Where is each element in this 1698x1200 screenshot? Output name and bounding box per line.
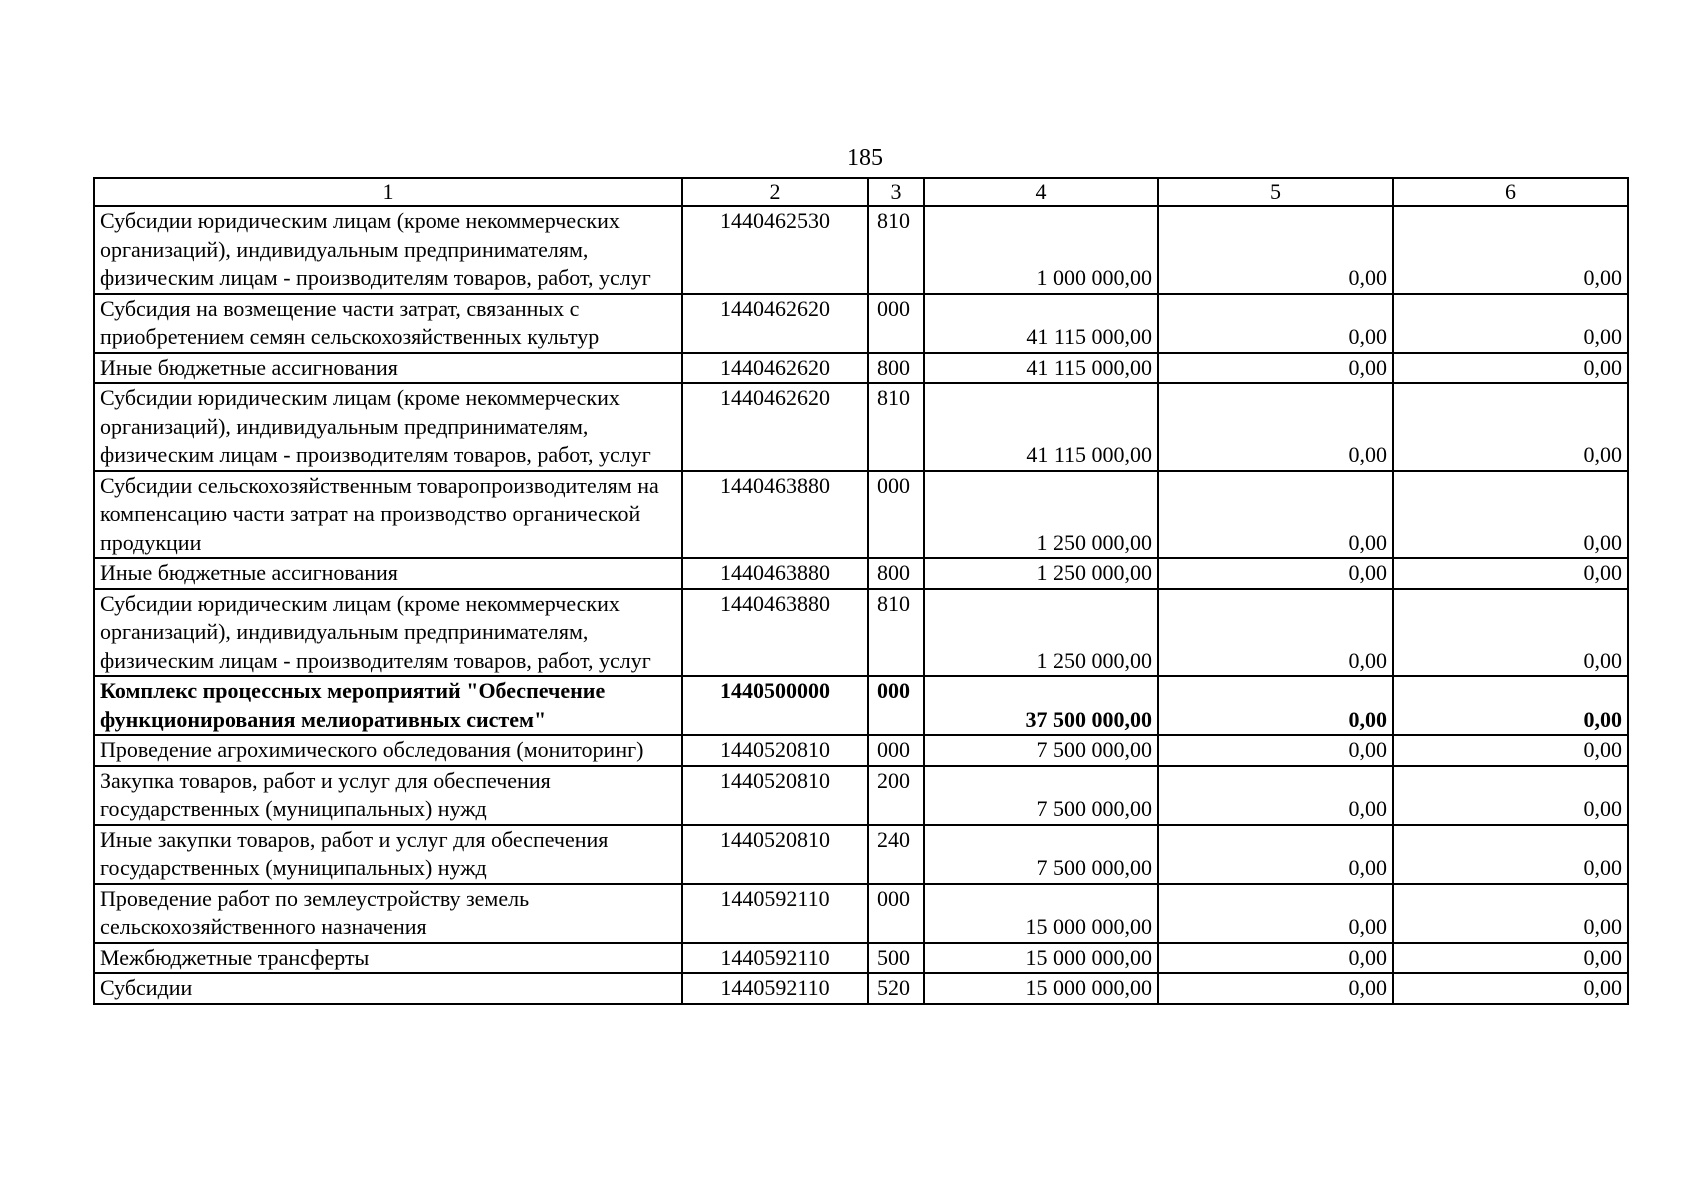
row-name-cell: Иные закупки товаров, работ и услуг для обеспечения государственных (муниципальных) нужд	[94, 825, 682, 884]
row-value-col5: 0,00	[1158, 676, 1393, 735]
row-type-cell: 800	[868, 558, 924, 589]
table-row	[94, 884, 1628, 943]
table-row	[94, 558, 1628, 589]
row-name-cell: Комплекс процессных мероприятий "Обеспечение функционирования мелиоративных систем"	[94, 676, 682, 735]
row-value-col5: 0,00	[1158, 383, 1393, 471]
row-type-cell: 810	[868, 383, 924, 471]
row-value-col5: 0,00	[1158, 589, 1393, 677]
table-row	[94, 973, 1628, 1004]
row-name-cell: Субсидии	[94, 973, 682, 1004]
row-type-cell: 000	[868, 676, 924, 735]
row-value-col5: 0,00	[1158, 353, 1393, 384]
column-header-5: 5	[1158, 178, 1393, 206]
row-value-col6: 0,00	[1393, 353, 1628, 384]
table-row	[94, 766, 1628, 825]
row-value-col4: 15 000 000,00	[924, 943, 1158, 974]
row-value-col4: 1 000 000,00	[924, 206, 1158, 294]
row-value-col4: 7 500 000,00	[924, 735, 1158, 766]
row-type-cell: 520	[868, 973, 924, 1004]
table-row	[94, 943, 1628, 974]
row-value-col5: 0,00	[1158, 735, 1393, 766]
row-code-cell: 1440463880	[682, 589, 868, 677]
row-name-cell: Субсидии юридическим лицам (кроме некоммерческих организаций), индивидуальным предпринимателям, физическим лицам - производителям товаров, работ, услуг	[94, 383, 682, 471]
row-value-col6: 0,00	[1393, 383, 1628, 471]
row-name-cell: Субсидии сельскохозяйственным товаропроизводителям на компенсацию части затрат на производство органической продукции	[94, 471, 682, 559]
row-name-cell: Межбюджетные трансферты	[94, 943, 682, 974]
row-type-cell: 500	[868, 943, 924, 974]
row-value-col4: 41 115 000,00	[924, 294, 1158, 353]
row-value-col6: 0,00	[1393, 884, 1628, 943]
table-row	[94, 353, 1628, 384]
row-type-cell: 800	[868, 353, 924, 384]
table-row	[94, 676, 1628, 735]
row-code-cell: 1440463880	[682, 558, 868, 589]
row-value-col6: 0,00	[1393, 943, 1628, 974]
row-value-col6: 0,00	[1393, 206, 1628, 294]
row-code-cell: 1440462530	[682, 206, 868, 294]
row-value-col4: 7 500 000,00	[924, 825, 1158, 884]
row-name-cell: Проведение работ по землеустройству земель сельскохозяйственного назначения	[94, 884, 682, 943]
row-value-col5: 0,00	[1158, 973, 1393, 1004]
row-code-cell: 1440520810	[682, 766, 868, 825]
row-value-col6: 0,00	[1393, 294, 1628, 353]
table-row	[94, 383, 1628, 471]
table-row	[94, 294, 1628, 353]
row-value-col5: 0,00	[1158, 884, 1393, 943]
row-value-col4: 1 250 000,00	[924, 471, 1158, 559]
column-header-2: 2	[682, 178, 868, 206]
row-type-cell: 000	[868, 471, 924, 559]
table-row	[94, 735, 1628, 766]
row-value-col4: 15 000 000,00	[924, 973, 1158, 1004]
row-type-cell: 000	[868, 735, 924, 766]
row-type-cell: 810	[868, 206, 924, 294]
row-type-cell: 200	[868, 766, 924, 825]
row-name-cell: Субсидии юридическим лицам (кроме некоммерческих организаций), индивидуальным предпринимателям, физическим лицам - производителям товаров, работ, услуг	[94, 589, 682, 677]
page-number: 185	[847, 145, 883, 171]
row-code-cell: 1440592110	[682, 943, 868, 974]
column-header-4: 4	[924, 178, 1158, 206]
column-number-row	[94, 178, 1628, 206]
row-code-cell: 1440462620	[682, 353, 868, 384]
table-row	[94, 589, 1628, 677]
column-header-3: 3	[868, 178, 924, 206]
row-code-cell: 1440500000	[682, 676, 868, 735]
row-name-cell: Проведение агрохимического обследования (мониторинг)	[94, 735, 682, 766]
row-type-cell: 000	[868, 884, 924, 943]
table-row	[94, 825, 1628, 884]
row-value-col6: 0,00	[1393, 676, 1628, 735]
row-value-col4: 37 500 000,00	[924, 676, 1158, 735]
column-header-1: 1	[94, 178, 682, 206]
row-value-col6: 0,00	[1393, 558, 1628, 589]
row-name-cell: Иные бюджетные ассигнования	[94, 558, 682, 589]
row-value-col5: 0,00	[1158, 825, 1393, 884]
budget-table	[93, 177, 1629, 1005]
row-value-col4: 41 115 000,00	[924, 353, 1158, 384]
row-code-cell: 1440463880	[682, 471, 868, 559]
row-value-col5: 0,00	[1158, 206, 1393, 294]
row-name-cell: Закупка товаров, работ и услуг для обеспечения государственных (муниципальных) нужд	[94, 766, 682, 825]
row-type-cell: 000	[868, 294, 924, 353]
row-value-col5: 0,00	[1158, 558, 1393, 589]
row-value-col4: 15 000 000,00	[924, 884, 1158, 943]
row-value-col6: 0,00	[1393, 471, 1628, 559]
row-code-cell: 1440520810	[682, 735, 868, 766]
row-name-cell: Субсидии юридическим лицам (кроме некоммерческих организаций), индивидуальным предпринимателям, физическим лицам - производителям товаров, работ, услуг	[94, 206, 682, 294]
row-code-cell: 1440520810	[682, 825, 868, 884]
row-value-col4: 1 250 000,00	[924, 589, 1158, 677]
row-value-col4: 1 250 000,00	[924, 558, 1158, 589]
row-value-col6: 0,00	[1393, 766, 1628, 825]
row-value-col5: 0,00	[1158, 766, 1393, 825]
row-value-col4: 7 500 000,00	[924, 766, 1158, 825]
row-value-col5: 0,00	[1158, 943, 1393, 974]
row-value-col6: 0,00	[1393, 973, 1628, 1004]
row-value-col4: 41 115 000,00	[924, 383, 1158, 471]
column-header-6: 6	[1393, 178, 1628, 206]
row-name-cell: Иные бюджетные ассигнования	[94, 353, 682, 384]
row-type-cell: 240	[868, 825, 924, 884]
row-code-cell: 1440462620	[682, 294, 868, 353]
row-value-col6: 0,00	[1393, 589, 1628, 677]
row-value-col5: 0,00	[1158, 294, 1393, 353]
table-row	[94, 206, 1628, 294]
row-code-cell: 1440592110	[682, 973, 868, 1004]
row-name-cell: Субсидия на возмещение части затрат, связанных с приобретением семян сельскохозяйственных культур	[94, 294, 682, 353]
row-code-cell: 1440592110	[682, 884, 868, 943]
row-value-col6: 0,00	[1393, 825, 1628, 884]
row-value-col6: 0,00	[1393, 735, 1628, 766]
table-row	[94, 471, 1628, 559]
row-type-cell: 810	[868, 589, 924, 677]
row-code-cell: 1440462620	[682, 383, 868, 471]
row-value-col5: 0,00	[1158, 471, 1393, 559]
